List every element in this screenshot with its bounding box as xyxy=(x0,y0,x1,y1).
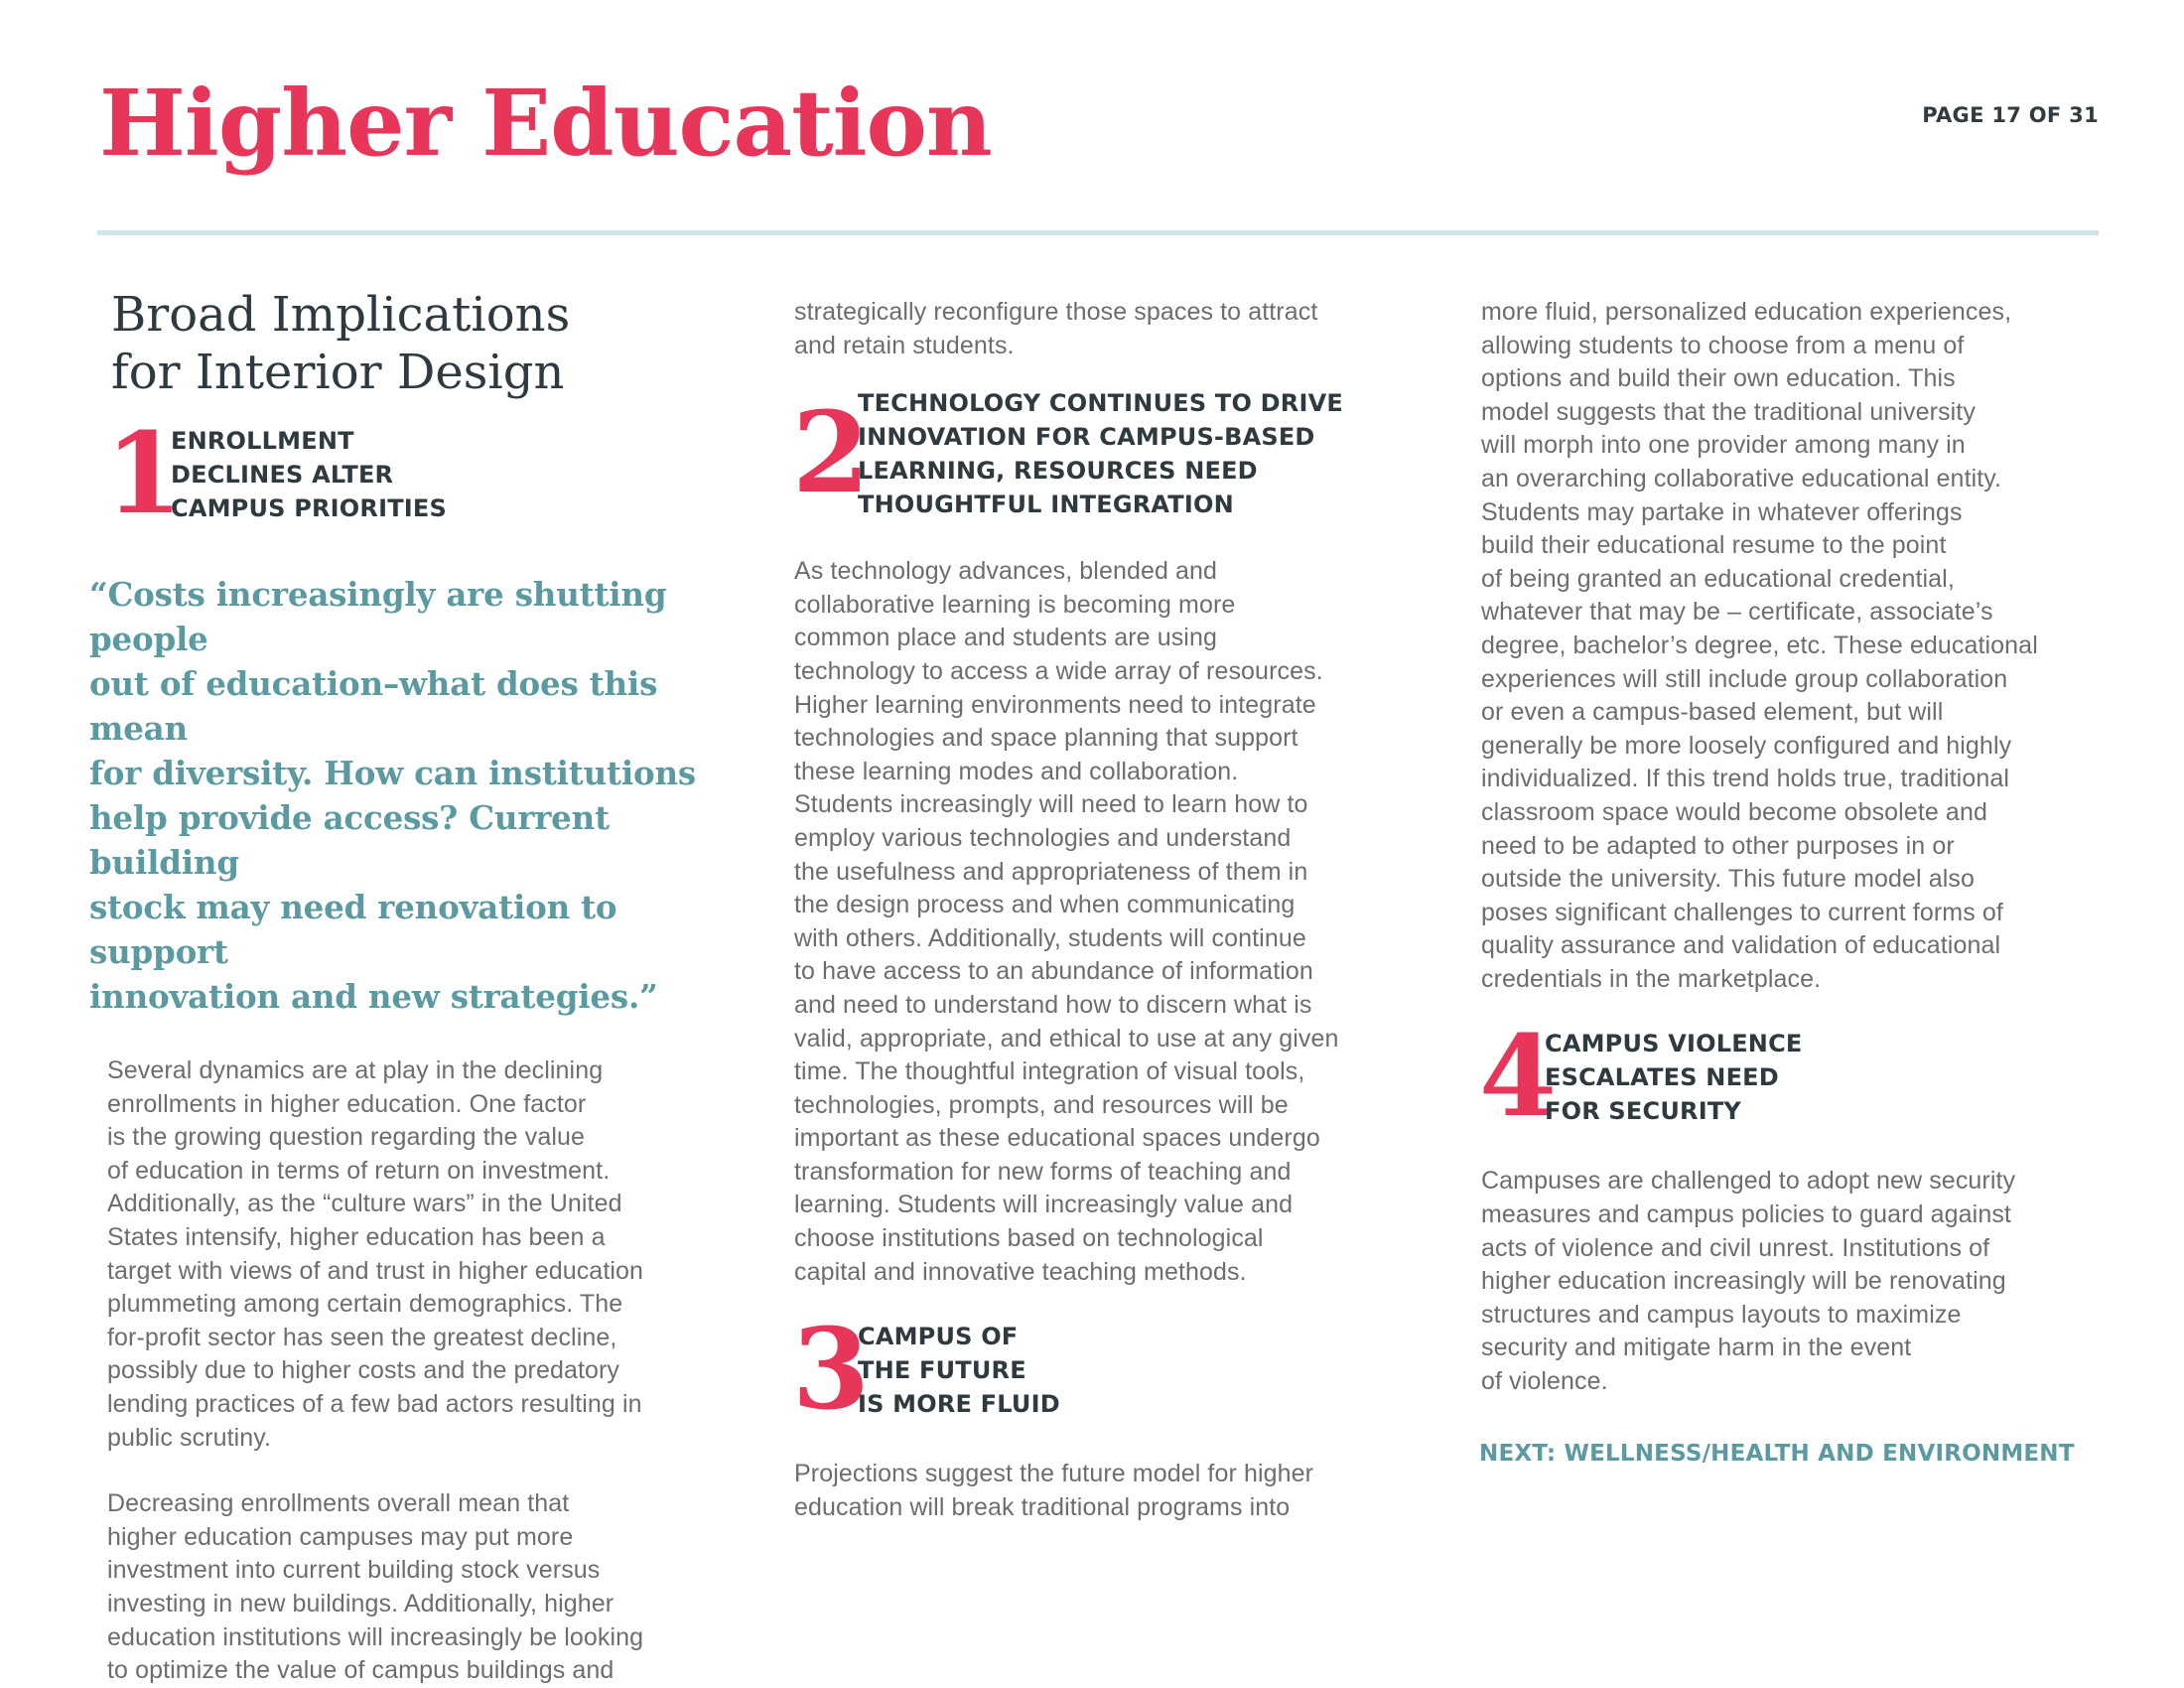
item-1-paragraph-2: Decreasing enrollments overall mean that higher education campuses may put more investment into current building stock versus investing in new buildings. Additionally, higher education institutions will increasingly be looking to optimize the value of campus buildings and xyxy=(107,1489,644,1685)
item-2-number: 2 xyxy=(792,388,870,519)
next-section-link[interactable]: NEXT: WELLNESS/HEALTH AND ENVIRONMENT xyxy=(1479,1440,2075,1467)
item-4-heading xyxy=(1479,1012,2101,1143)
section-heading xyxy=(111,286,741,401)
item-3-title: CAMPUS OF THE FUTURE IS MORE FLUID xyxy=(858,1323,1060,1419)
item-1-paragraph-1: Several dynamics are at play in the declining enrollments in higher education. One factor is the growing question regarding the value of education in terms of return on investment. Additionally, as the “culture wars” in the United States intensify, higher education has been a target with views of and trust in higher education plummeting among certain demographics. The for-profit sector has seen the greatest decline, possibly due to higher costs and the predatory lending practices of a few bad actors resulting in public scrutiny. xyxy=(107,1056,644,1452)
item-1-number: 1 xyxy=(105,409,183,539)
item-3-heading xyxy=(792,1305,1404,1436)
page-indicator: PAGE 17 OF 31 xyxy=(1922,103,2099,127)
item-1-paragraph-continued: strategically reconfigure those spaces to attract and retain students. xyxy=(794,298,1318,359)
item-4-number: 4 xyxy=(1479,1012,1557,1143)
item-3-paragraph: Projections suggest the future model for higher education will break traditional programs into xyxy=(794,1460,1314,1521)
section-heading-line-1: Broad Implications xyxy=(111,287,571,343)
item-2-paragraph: As technology advances, blended and collaborative learning is becoming more common place and students are using technology to access a wide array of resources. Higher learning environments need to integrate technologies and space planning that support these learning modes and collaboration. Students increasingly will need to learn how to employ various technologies and understand the usefulness and appropriateness of them in the design process and when communicating with others. Additionally, students will continue to have access to an abundance of information and need to understand how to discern what is valid, appropriate, and ethical to use at any given time. The thoughtful integration of visual tools, technologies, prompts, and resources will be important as these educational spaces undergo transformation for new forms of teaching and learning. Students will increasingly value and choose institutions based on technological capital and innovative teaching methods. xyxy=(794,557,1339,1286)
item-2-heading xyxy=(792,386,1404,521)
header-divider xyxy=(97,230,2099,235)
item-4-title: CAMPUS VIOLENCE ESCALATES NEED FOR SECURITY xyxy=(1545,1030,1803,1126)
item-4-paragraph: Campuses are challenged to adopt new security measures and campus policies to guard against acts of violence and civil unrest. Institutions of higher education increasingly will be renovating structures and campus layouts to maximize security and mitigate harm in the event of violence. xyxy=(1481,1167,2016,1396)
pull-quote: “Costs increasingly are shutting people out of education–what does this mean for diversity. How can institutions help provide access? Current building stock may need renovation to support innovation and new strategies.” xyxy=(89,575,696,1016)
column-1 xyxy=(89,286,741,1688)
page-title: Higher Education xyxy=(99,70,992,177)
item-1-heading xyxy=(105,409,741,539)
item-3-paragraph-continued: more fluid, personalized education experiences, allowing students to choose from a menu of options and build their own education. This model suggests that the traditional university will morph into one provider among many in an overarching collaborative educational entity. Students may partake in whatever offerings build their educational resume to the point of being granted an educational credential, whatever that may be – certificate, associate’s degree, bachelor’s degree, etc. These educational experiences will still include group collaboration or even a campus-based element, but will generally be more loosely configured and highly individualized. If this trend holds true, traditional classroom space would become obsolete and need to be adapted to other purposes in or outside the university. This future model also poses significant challenges to current forms of quality assurance and validation of educational credentials in the marketplace. xyxy=(1481,298,2038,993)
column-3 xyxy=(1479,286,2101,1467)
item-1-title: ENROLLMENT DECLINES ALTER CAMPUS PRIORITIES xyxy=(171,427,447,522)
item-3-number: 3 xyxy=(792,1305,870,1436)
section-heading-line-2: for Interior Design xyxy=(111,345,565,400)
column-2 xyxy=(792,286,1404,1524)
item-2-title: TECHNOLOGY CONTINUES TO DRIVE INNOVATION FOR CAMPUS-BASED LEARNING, RESOURCES NEED THOUGHTFUL INTEGRATION xyxy=(858,389,1343,519)
